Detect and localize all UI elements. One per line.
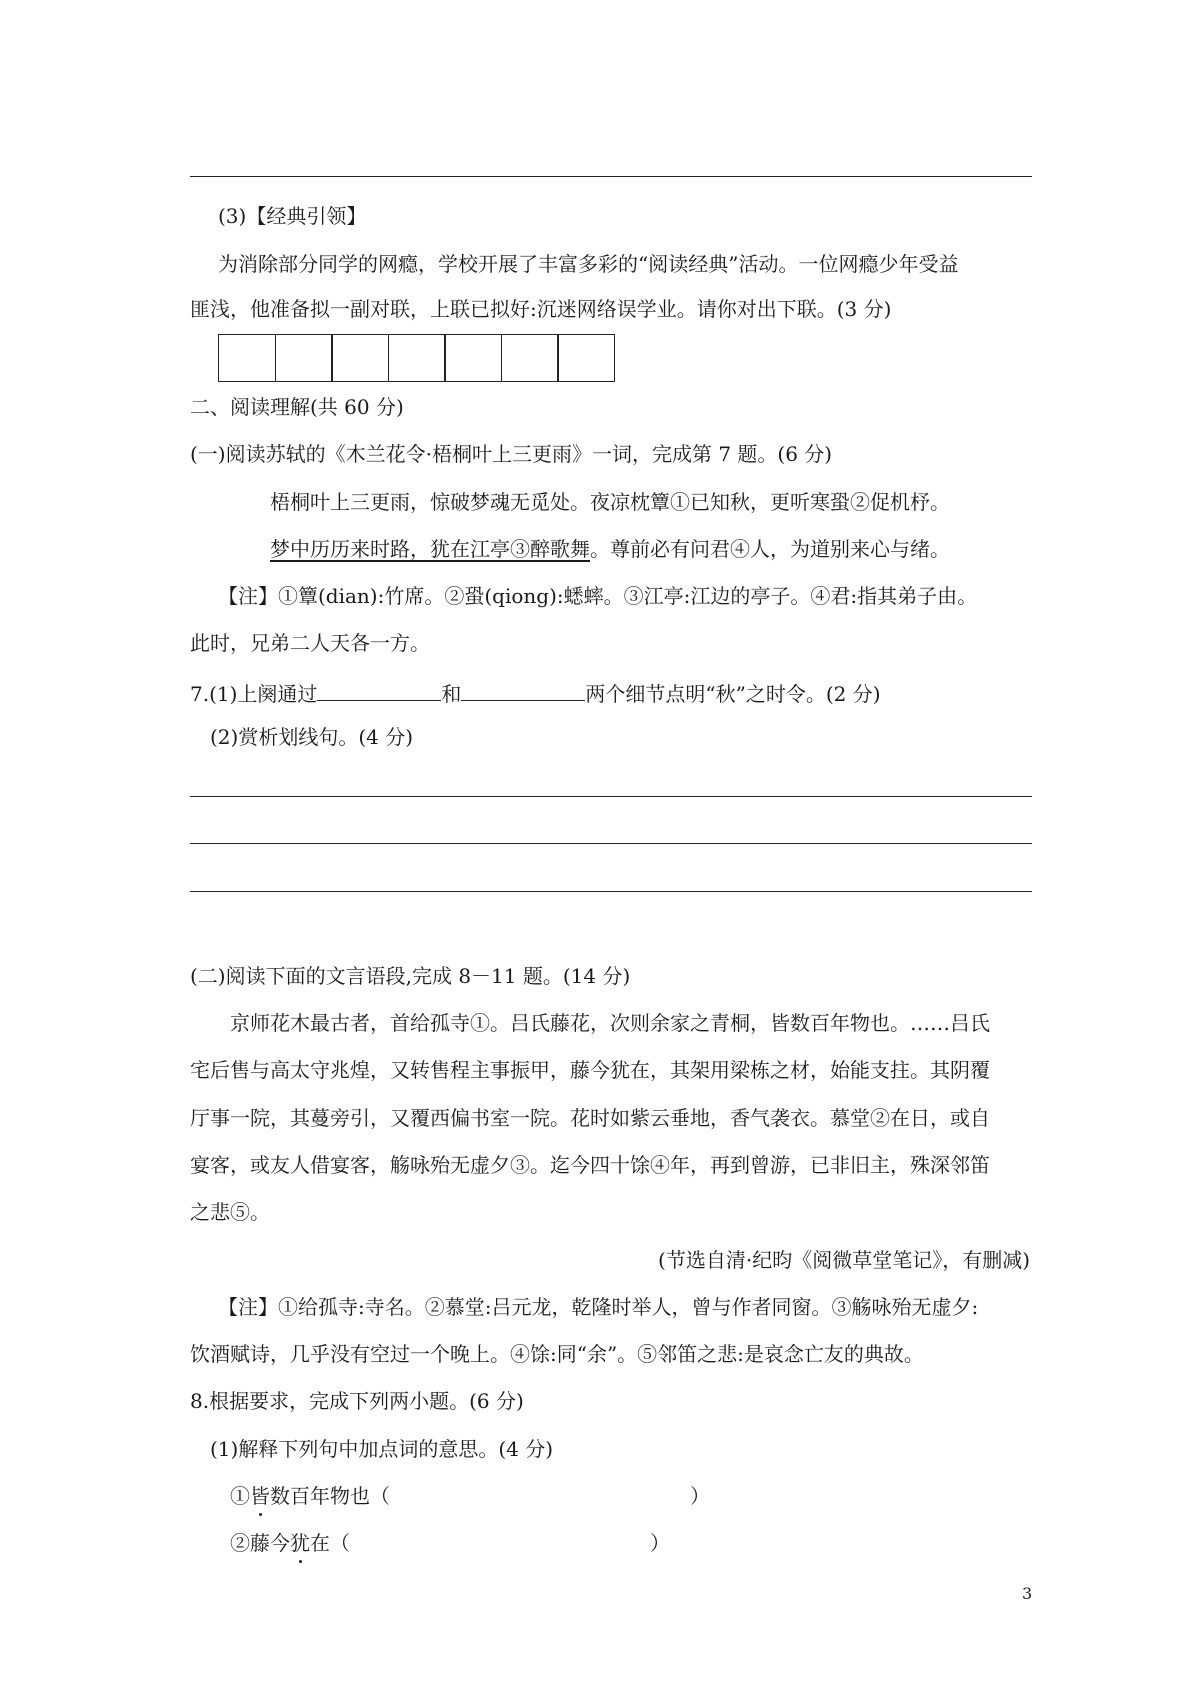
q7-1-suffix: 两个细节点明“秋”之时令。(2 分)	[585, 682, 881, 706]
answer-box[interactable]	[388, 334, 446, 382]
answer-line[interactable]	[190, 843, 1032, 844]
section2-heading: 二、阅读理解(共 60 分)	[190, 395, 404, 419]
q8-item1	[230, 1486, 710, 1506]
poem-line1: 梧桐叶上三更雨，惊破梦魂无觅处。夜凉枕簟①已知秋，更听寒蛩②促机杼。	[270, 490, 950, 514]
item1-close: ）	[690, 1484, 710, 1508]
poem-line2	[270, 539, 950, 559]
item2-prefix: ②藤今	[230, 1531, 290, 1555]
part2-intro: (二)阅读下面的文言语段,完成 8－11 题。(14 分)	[190, 964, 631, 988]
q7-1-prefix: 7.(1)上阕通过	[190, 682, 318, 706]
item2-close: ）	[650, 1531, 670, 1555]
text-note-line2: 饮酒赋诗，几乎没有空过一个晚上。④馀:同“余”。⑤邻笛之悲:是哀念亡友的典故。	[190, 1342, 924, 1366]
q3-paragraph-line2: 匪浅，他准备拟一副对联，上联已拟好:沉迷网络误学业。请你对出下联。(3 分)	[190, 297, 892, 321]
q3-title: (3)【经典引领】	[218, 204, 367, 228]
part1-intro: (一)阅读苏轼的《木兰花令·梧桐叶上三更雨》一词，完成第 7 题。(6 分)	[190, 442, 833, 466]
answer-blank-2[interactable]	[461, 680, 585, 701]
q8-item2	[230, 1533, 670, 1553]
item1-number: ①	[230, 1484, 250, 1508]
poem-note-line1: 【注】①簟(dian):竹席。②蛩(qiong):蟋蟀。③江亭:江边的亭子。④君:指其弟子由。	[218, 584, 978, 608]
answer-box[interactable]	[275, 334, 333, 382]
q7-1-and: 和	[441, 682, 462, 706]
answer-box[interactable]	[331, 334, 389, 382]
q8-1: (1)解释下列句中加点词的意思。(4 分)	[210, 1437, 554, 1461]
classical-text-line3: 厅事一院，其蔓旁引，又覆西偏书室一院。花时如紫云垂地，香气袭衣。慕堂②在日，或自	[190, 1106, 990, 1130]
couplet-answer-boxes	[218, 334, 615, 382]
answer-box[interactable]	[557, 334, 615, 382]
q7-2: (2)赏析划线句。(4 分)	[210, 725, 414, 749]
poem-note-line2: 此时，兄弟二人天各一方。	[190, 631, 430, 655]
item1-text: 数百年物也（	[270, 1484, 390, 1508]
dotted-word-2: 犹	[290, 1531, 310, 1555]
classical-text-line5: 之悲⑤。	[190, 1200, 270, 1224]
answer-line[interactable]	[190, 796, 1032, 797]
underlined-poem-line: 梦中历历来时路，犹在江亭③醉歌舞	[270, 537, 590, 561]
text-note-line1: 【注】①给孤寺:寺名。②慕堂:吕元龙，乾隆时举人，曾与作者同窗。③觞咏殆无虚夕:	[218, 1295, 979, 1319]
top-rule	[190, 176, 1032, 177]
answer-line[interactable]	[190, 891, 1032, 892]
answer-box[interactable]	[501, 334, 559, 382]
answer-blank-1[interactable]	[317, 680, 441, 701]
dotted-word-1: 皆	[250, 1484, 270, 1508]
text-source: (节选自清·纪昀《阅微草堂笔记》，有删减)	[658, 1248, 1030, 1272]
page-number: 3	[1022, 1584, 1033, 1603]
q8: 8.根据要求，完成下列两小题。(6 分)	[190, 1389, 524, 1413]
poem-line2-rest: 。尊前必有问君④人，为道别来心与绪。	[590, 537, 950, 561]
q7-1	[190, 680, 881, 704]
answer-box[interactable]	[218, 334, 276, 382]
item2-text: 在（	[310, 1531, 350, 1555]
classical-text-line2: 宅后售与高太守兆煌，又转售程主事振甲，藤今犹在，其架用梁栋之材，始能支拄。其阴覆	[190, 1058, 990, 1082]
classical-text-line4: 宴客，或友人借宴客，觞咏殆无虚夕③。迄今四十馀④年，再到曾游，已非旧主，殊深邻笛	[190, 1153, 990, 1177]
q3-paragraph-line1: 为消除部分同学的网瘾，学校开展了丰富多彩的“阅读经典”活动。一位网瘾少年受益	[218, 252, 959, 276]
answer-box[interactable]	[444, 334, 502, 382]
classical-text-line1: 京师花木最古者，首给孤寺①。吕氏藤花，次则余家之青桐，皆数百年物也。……吕氏	[230, 1011, 990, 1035]
